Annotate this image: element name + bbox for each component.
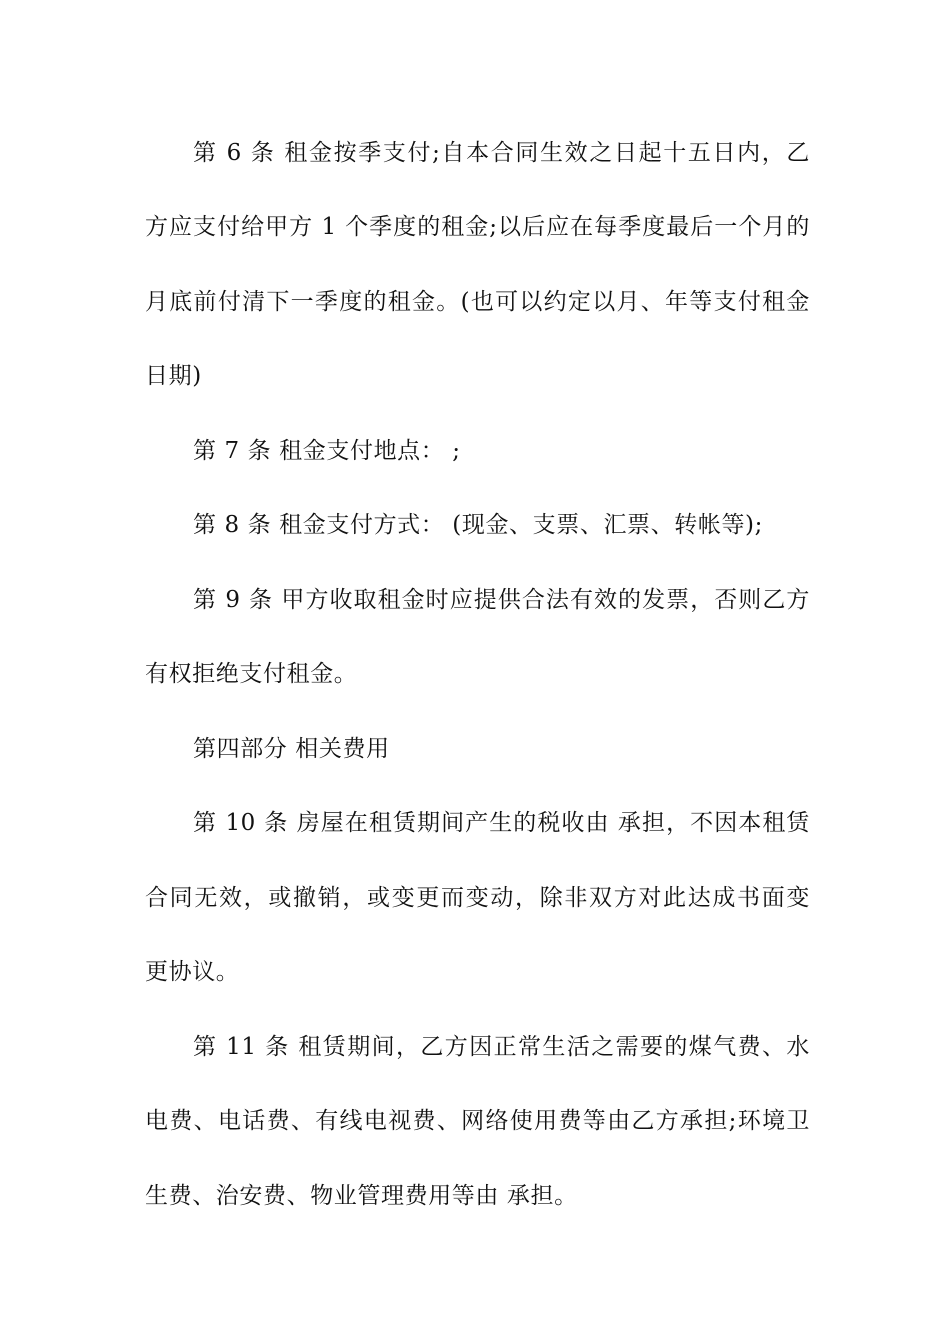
article-8: 第 8 条 租金支付方式： (现金、支票、汇票、转帐等); xyxy=(193,512,763,538)
article-10-line-3: 更协议。 xyxy=(145,959,240,985)
article-11-line-1: 第 11 条 租赁期间，乙方因正常生活之需要的煤气费、水 xyxy=(193,1034,810,1060)
article-10-line-1: 第 10 条 房屋在租赁期间产生的税收由 承担，不因本租赁 xyxy=(193,810,810,836)
article-9-line-1: 第 9 条 甲方收取租金时应提供合法有效的发票，否则乙方 xyxy=(193,587,810,613)
article-6-line-3: 月底前付清下一季度的租金。(也可以约定以月、年等支付租金 xyxy=(145,289,810,315)
article-6-line-4: 日期) xyxy=(145,363,202,389)
article-11-line-3: 生费、治安费、物业管理费用等由 承担。 xyxy=(145,1183,578,1209)
article-9-line-2: 有权拒绝支付租金。 xyxy=(145,661,358,687)
article-11-line-2: 电费、电话费、有线电视费、网络使用费等由乙方承担;环境卫 xyxy=(145,1108,810,1134)
article-6-line-2: 方应支付给甲方 1 个季度的租金;以后应在每季度最后一个月的 xyxy=(145,214,810,240)
article-6-line-1: 第 6 条 租金按季支付;自本合同生效之日起十五日内，乙 xyxy=(193,140,810,166)
section-heading-part-4: 第四部分 相关费用 xyxy=(193,736,390,762)
article-10-line-2: 合同无效，或撤销，或变更而变动，除非双方对此达成书面变 xyxy=(145,885,810,911)
article-7: 第 7 条 租金支付地点： ; xyxy=(193,438,461,464)
